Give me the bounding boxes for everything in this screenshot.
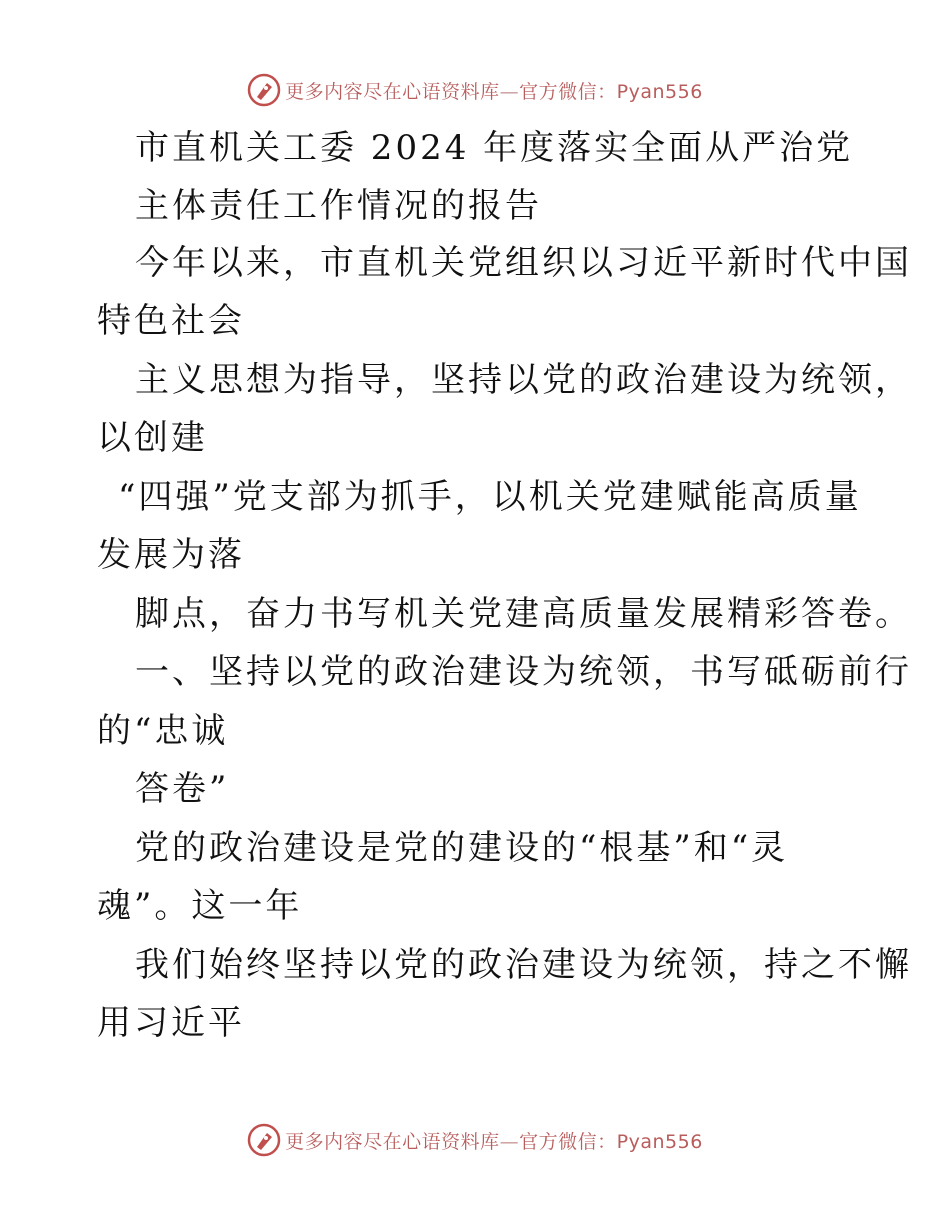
header-banner [0,70,950,110]
document-title-line-2: 主体责任工作情况的报告 [135,186,542,226]
paragraph-line: 魂”。这一年 [97,886,303,926]
paragraph-line: 发展为落 [97,535,245,575]
section-heading-line: 一、坚持以党的政治建设为统领，书写砥砺前行 [135,652,912,692]
section-heading-line: 答卷” [135,769,230,809]
banner-text [285,1127,703,1154]
section-heading-line: 的“忠诚 [97,711,229,751]
paragraph-line: “四强”党支部为抓手，以机关党建赋能高质量 [118,477,862,517]
paragraph-line: 党的政治建设是党的建设的“根基”和“灵 [135,828,789,868]
pen-nib-logo-icon [247,1123,281,1157]
banner-brand: 更多内容尽在心语资料库 [285,80,500,103]
banner-brand: 更多内容尽在心语资料库 [285,1130,500,1153]
paragraph-line: 今年以来，市直机关党组织以习近平新时代中国 [135,243,912,283]
footer-banner [0,1120,950,1160]
document-title-line-1: 市直机关工委 2024 年度落实全面从严治党 [135,128,854,168]
banner-contact: 官方微信：Pyan556 [519,1130,703,1153]
banner-text [285,77,703,104]
pen-nib-logo-icon [247,73,281,107]
banner-separator: — [499,1130,520,1153]
paragraph-line: 以创建 [97,418,208,458]
paragraph-line: 特色社会 [97,301,245,341]
paragraph-line: 我们始终坚持以党的政治建设为统领，持之不懈 [135,945,912,985]
paragraph-line: 主义思想为指导，坚持以党的政治建设为统领， [135,360,912,400]
paragraph-line: 用习近平 [97,1003,245,1043]
banner-contact: 官方微信：Pyan556 [519,80,703,103]
paragraph-line: 脚点，奋力书写机关党建高质量发展精彩答卷。 [135,594,912,634]
banner-separator: — [499,80,520,103]
